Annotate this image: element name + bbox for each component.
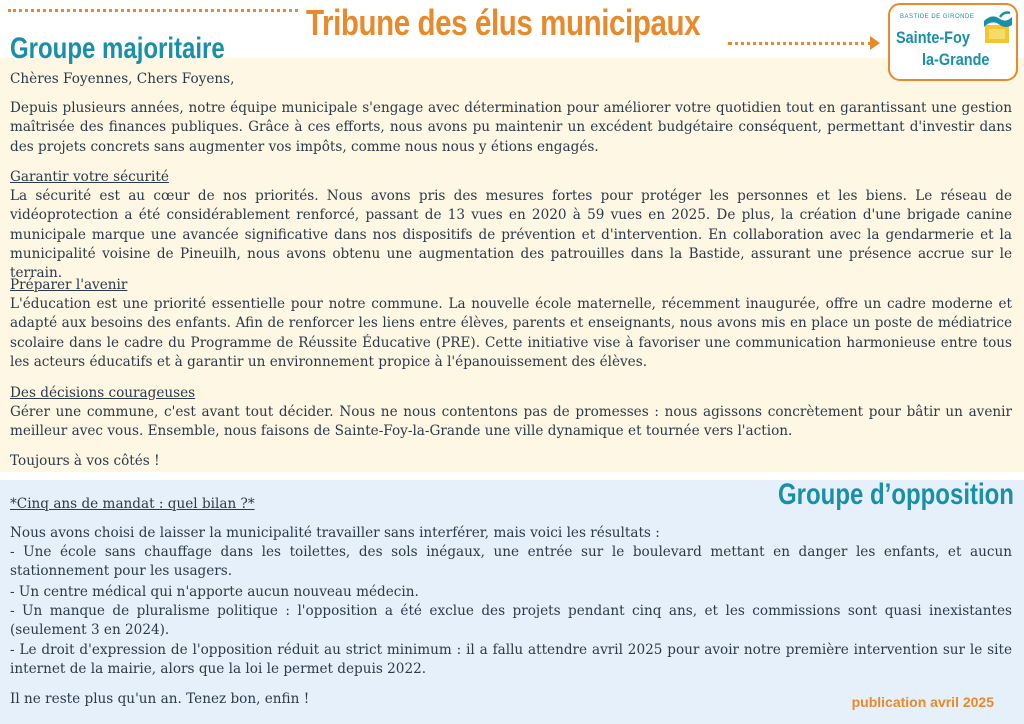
majority-group-title: Groupe majoritaire xyxy=(10,32,225,65)
majority-heading-security: Garantir votre sécurité xyxy=(10,169,169,185)
logo-name-line2: la-Grande xyxy=(922,50,990,69)
majority-closing: Toujours à vos côtés ! xyxy=(10,453,160,469)
opposition-item-school: - Une école sans chauffage dans les toilettes, des sols inégaux, une entrée sur le boulevard mettant en danger les enfants, et aucun stationnement pour les usagers. xyxy=(10,544,1012,580)
page-title: Tribune des élus municipaux xyxy=(306,2,701,43)
opposition-heading: *Cinq ans de mandat : quel bilan ?* xyxy=(10,496,255,512)
publication-date: publication avril 2025 xyxy=(851,694,994,710)
opposition-item-medical: - Un centre médical qui n'apporte aucun nouveau médecin. xyxy=(10,584,419,600)
bastide-emblem-icon xyxy=(982,11,1014,45)
logo-kicker: BASTIDE DE GIRONDE xyxy=(900,14,975,20)
majority-body-future: L'éducation est une priorité essentielle pour notre commune. La nouvelle école maternelle, récemment inaugurée, offre un cadre moderne et adapté aux besoins des enfants. Afin de renforcer les liens entre élèves, parents et enseignants, nous avons mis en place un poste de médiatrice scolaire dans le cadre du Programme de Réussite Éducative (PRE). Cette initiative vise à favoriser une communication harmonieuse entre tous les acteurs éducatifs et à garantir un environnement propice à l'épanouissement des élèves. xyxy=(10,296,1012,370)
majority-heading-future: Préparer l'avenir xyxy=(10,277,128,293)
opposition-closing: Il ne reste plus qu'un an. Tenez bon, enfin ! xyxy=(10,691,310,707)
majority-heading-decisions: Des décisions courageuses xyxy=(10,385,196,401)
majority-body-security: La sécurité est au cœur de nos priorités. Nous avons pris des mesures fortes pour protéger les personnes et les biens. Le réseau de vidéoprotection a été considérablement renforcé, passant de 13 vues en 2020 à 59 vues en 2025. De plus, la création d'une brigade canine municipale marque une avancée significative dans nos dispositifs de prévention et d'intervention. En collaboration avec la gendarmerie et la municipalité voisine de Pineuilh, nous avons obtenu une augmentation des patrouilles dans la Bastide, assurant une présence accrue sur le terrain. xyxy=(10,188,1012,282)
opposition-item-pluralism: - Un manque de pluralisme politique : l'opposition a été exclue des projets pendant cinq ans, et les commissions sont quasi inexistantes (seulement 3 en 2024). xyxy=(10,603,1012,639)
opposition-intro: Nous avons choisi de laisser la municipalité travailler sans interférer, mais voici les résultats : xyxy=(10,525,660,541)
majority-intro: Depuis plusieurs années, notre équipe municipale s'engage avec détermination pour améliorer votre quotidien tout en garantissant une gestion maîtrisée des finances publiques. Grâce à ces efforts, nous avons pu maintenir un excédent budgétaire conséquent, permettant d'investir dans des projets concrets sans augmenter vos impôts, comme nous nous y étions engagés. xyxy=(10,100,1012,155)
opposition-item-expression: - Le droit d'expression de l'opposition réduit au strict minimum : il a fallu attendre avril 2025 pour avoir notre première intervention sur le site internet de la mairie, alors que la loi le permet depuis 2022. xyxy=(10,642,1012,678)
header-dotted-line-right xyxy=(728,42,872,45)
header-dotted-line-left xyxy=(8,9,298,12)
majority-greeting: Chères Foyennes, Chers Foyens, xyxy=(10,71,235,87)
arrow-right-icon xyxy=(870,36,880,50)
opposition-group-title: Groupe d’opposition xyxy=(778,478,1014,511)
majority-body-decisions: Gérer une commune, c'est avant tout décider. Nous ne nous contentons pas de promesses : nous agissons concrètement pour bâtir un avenir meilleur avec vous. Ensemble, nous faisons de Sainte-Foy-la-Grande une ville dynamique et tournée vers l'action. xyxy=(10,404,1012,440)
logo-name-line1: Sainte-Foy xyxy=(896,28,970,47)
